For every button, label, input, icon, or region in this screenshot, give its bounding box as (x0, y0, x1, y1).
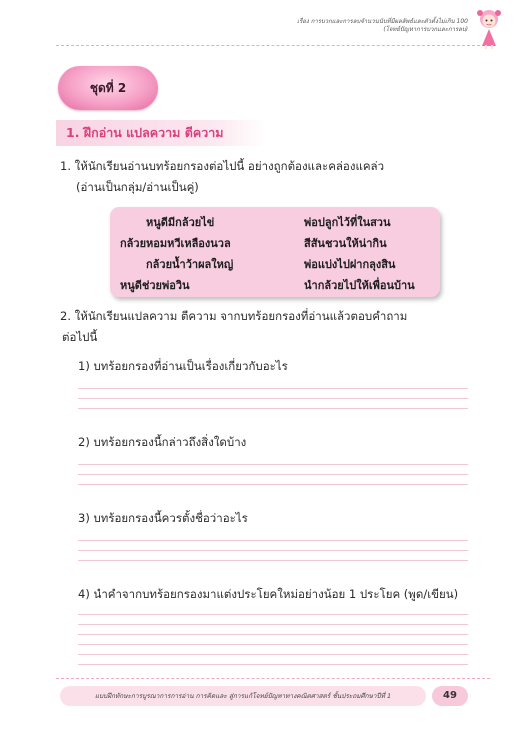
question-1 (60, 156, 384, 198)
footer-text: แบบฝึกทักษะการบูรณาการการอ่าน การคิดและ สู่การแก้โจทย์ปัญหาทางคณิตศาสตร์ ชั้นประถมศึกษาปีที่ 1 (60, 686, 426, 706)
answer-line[interactable] (78, 624, 468, 625)
answer-line[interactable] (78, 388, 468, 389)
footer-divider (56, 678, 490, 679)
answer-line[interactable] (78, 614, 468, 615)
question-1-note: (อ่านเป็นกลุ่ม/อ่านเป็นคู่) (76, 180, 199, 194)
sub-question-3: 3) บทร้อยกรองนี้ควรตั้งชื่อว่าอะไร (78, 511, 248, 525)
answer-line[interactable] (78, 540, 468, 541)
sub-question-2: 2) บทร้อยกรองนี้กล่าวถึงสิ่งใดบ้าง (78, 435, 247, 449)
page-header (180, 18, 468, 34)
question-2-text-cont: ต่อไปนี้ (62, 330, 98, 344)
sub-question-1: 1) บทร้อยกรองที่อ่านเป็นเรื่องเกี่ยวกับอะไร (78, 359, 288, 373)
set-badge: ชุดที่ 2 (58, 66, 158, 110)
answer-line[interactable] (78, 550, 468, 551)
question-2 (60, 306, 407, 348)
answer-line[interactable] (78, 484, 468, 485)
page-number: 49 (432, 686, 468, 706)
header-title: เรื่อง การบวกและการลบจำนวนนับที่มีผลลัพธ์และตัวตั้งไม่เกิน 100 (297, 18, 468, 25)
answer-line[interactable] (78, 474, 468, 475)
header-subtitle: (โจทย์ปัญหาการบวกและการลบ) (383, 26, 468, 33)
answer-line[interactable] (78, 654, 468, 655)
answer-line[interactable] (78, 560, 468, 561)
sub-question-4: 4) นำคำจากบทร้อยกรองมาแต่งประโยคใหม่อย่างน้อย 1 ประโยค (พูด/เขียน) (78, 587, 459, 601)
section-title: 1. ฝึกอ่าน แปลความ ตีความ (56, 120, 266, 146)
girl-mascot-icon (474, 8, 504, 50)
poem-line: กล้วยหอมหวีเหลืองนวล (120, 237, 231, 250)
answer-line[interactable] (78, 644, 468, 645)
answer-line[interactable] (78, 464, 468, 465)
question-1-text: 1. ให้นักเรียนอ่านบทร้อยกรองต่อไปนี้ อย่างถูกต้องและคล่องแคล่ว (60, 159, 385, 173)
poem-line: หนูดีมีกล้วยไข่ (146, 216, 215, 229)
header-divider (56, 45, 490, 46)
poem-line: หนูดีช่วยพ่อวิน (120, 279, 190, 292)
poem-line: สีสันชวนให้น่ากิน (304, 237, 387, 250)
poem-line: นำกล้วยไปให้เพื่อนบ้าน (304, 279, 415, 292)
answer-line[interactable] (78, 634, 468, 635)
answer-line[interactable] (78, 664, 468, 665)
poem-line: พ่อแบ่งไปฝากลุงสิน (304, 258, 396, 271)
poem-line: กล้วยน้ำว้าผลใหญ่ (146, 258, 234, 271)
poem-box (110, 207, 440, 297)
question-2-text: 2. ให้นักเรียนแปลความ ตีความ จากบทร้อยกรองที่อ่านแล้วตอบคำถาม (60, 309, 408, 323)
answer-line[interactable] (78, 398, 468, 399)
poem-line: พ่อปลูกไว้ที่ในสวน (304, 216, 391, 229)
answer-line[interactable] (78, 408, 468, 409)
